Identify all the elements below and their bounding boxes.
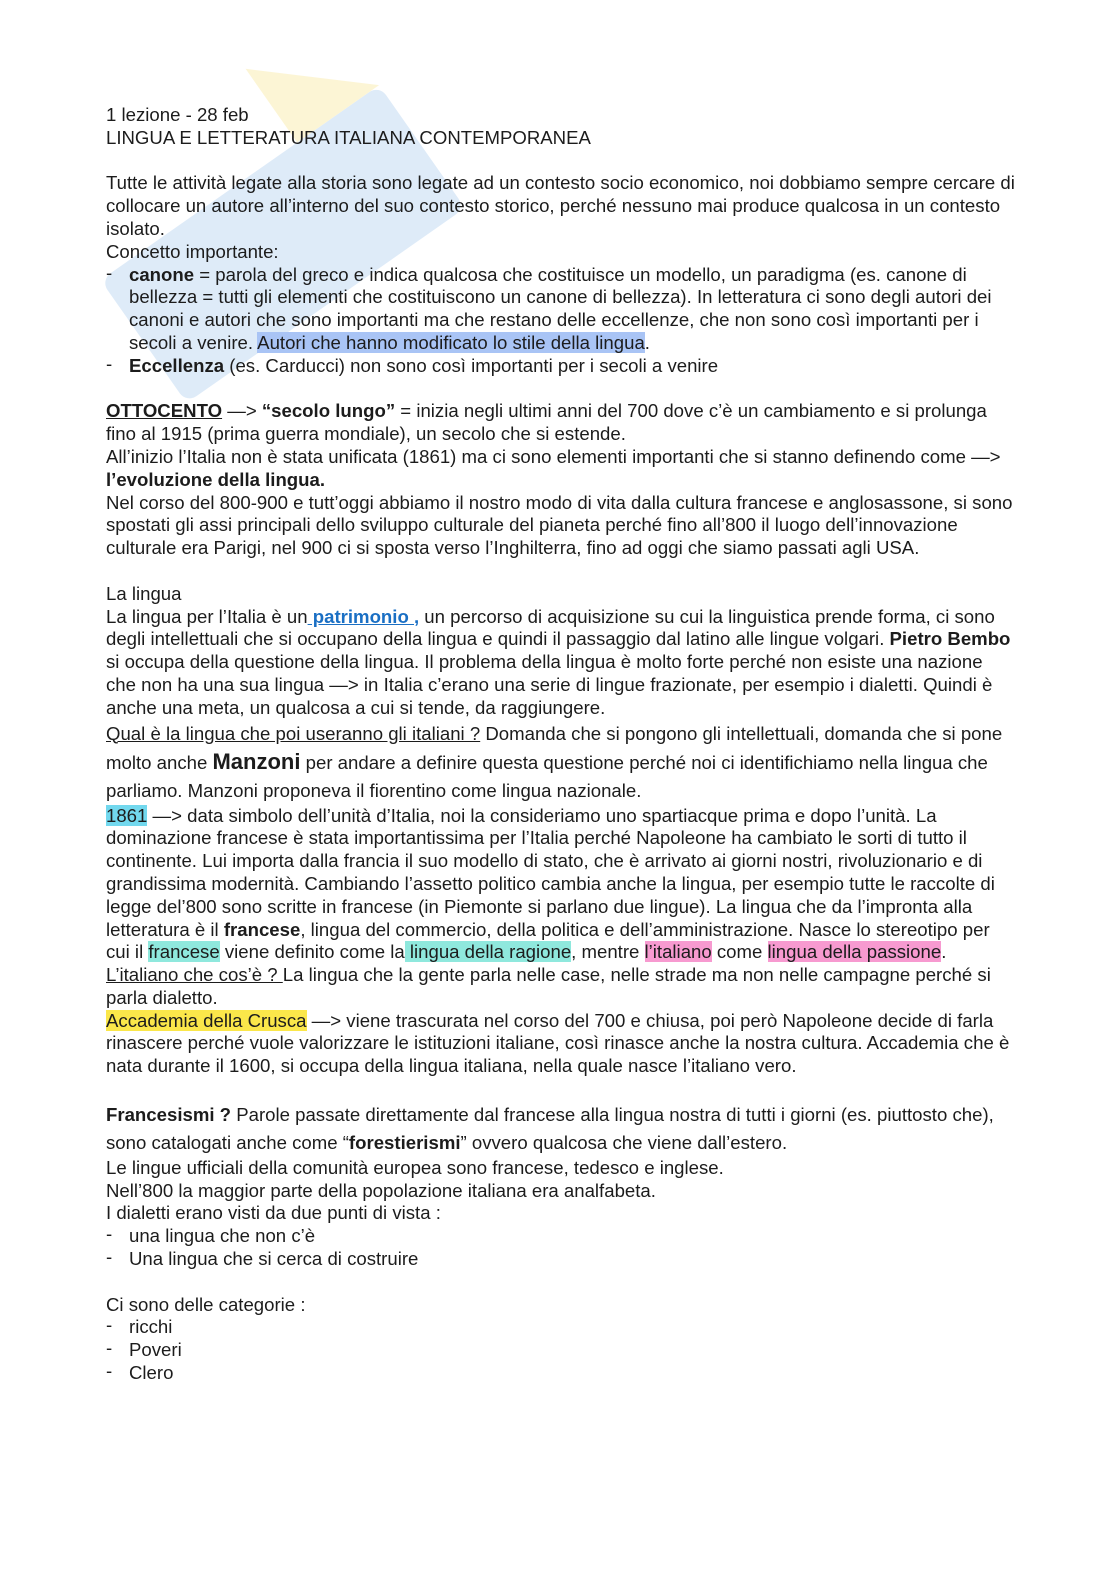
list-item: - ricchi (106, 1316, 1016, 1339)
concept-label: Concetto importante: (106, 240, 279, 262)
term-manzoni: Manzoni (212, 748, 301, 774)
list-item: - una lingua che non c’è (106, 1225, 1016, 1248)
ottocento-title: OTTOCENTO (106, 400, 223, 422)
culture-paragraph: Nel corso del 800-900 e tutt’oggi abbiamo il nostro modo di vita dalla cultura francese e anglosassone, si sono spostati gli assi principali dello sviluppo culturale del pianeta perché fino all’800 il luogo dell’innovazione culturale era Parigi, nel 900 ci si sposta verso l’Inghilterra, fino ad oggi che siamo passati agli USA. (106, 491, 1013, 559)
document-page (106, 104, 1016, 1385)
term-bembo: Pietro Bembo (889, 628, 1011, 650)
francesismi-paragraph: Francesismi ? Parole passate direttamente dal francese alla lingua nostra di tutti i giorni (es. piuttosto che), sono catalogati anche come “forestierismi” ovvero qualcosa che viene dall’estero. (106, 1103, 994, 1153)
question-italiano: L’italiano che cos’è ? (106, 964, 283, 986)
course-title: LINGUA E LETTERATURA ITALIANA CONTEMPORANEA (106, 126, 591, 148)
lesson-date: 1 lezione - 28 feb (106, 104, 249, 125)
crusca-paragraph: Accademia della Crusca —> viene trascurata nel corso del 700 e chiusa, poi però Napoleone decide di farla rinascere perché vuole valorizzare le istituzioni italiane, così rinasce anche la nostra cultura. Accademia che è nata durante il 1600, si occupa della lingua italiana, nella quale nasce l’italiano vero. (106, 1009, 1010, 1077)
manzoni-paragraph: Qual è la lingua che poi useranno gli italiani ? Domanda che si pongono gli intellettuali, domanda che si pone molto anche Manzoni per andare a definire questa questione perché noi ci identifichiamo nella lingua che parliamo. Manzoni proponeva il fiorentino come lingua nazionale. (106, 722, 1003, 801)
eu-languages-line: Le lingue ufficiali della comunità europea sono francese, tedesco e inglese. (106, 1156, 724, 1178)
patrimonio-link[interactable]: patrimonio , (307, 605, 420, 627)
concept-list (106, 264, 1016, 378)
italiano-paragraph: L’italiano che cos’è ? La lingua che la gente parla nelle case, nelle strade ma non nelle campagne perché si parla dialetto. (106, 964, 991, 1008)
list-item: - Poveri (106, 1339, 1016, 1362)
list-item: - canone = parola del greco e indica qualcosa che costituisce un modello, un paradigma (es. canone di bellezza = tutti gli elementi che costituiscono un canone di bellezza). In letteratura ci sono degli autori dei canoni e autori che sono importanti ma che restano delle eccellenze, che non sono così importanti per i secoli a venire. Autori che hanno modificato lo stile della lingua. (106, 264, 1016, 355)
lingua-title: La lingua (106, 582, 182, 604)
lingua-paragraph: La lingua per l’Italia è un patrimonio , un percorso di acquisizione su cui la linguistica prende forma, ci sono degli intellettuali che si occupano della lingua e quindi il passaggio dal latino alle lingue volgari. Pietro Bembo si occupa della questione della lingua. Il problema della lingua è molto forte perché non esiste una nazione che non ha una sua lingua —> in Italia c’erano una serie di lingue frazionate, per esempio i dialetti. Quindi è anche una meta, un qualcosa a cui si tende, da raggiungere. (106, 605, 1011, 718)
question-lingua: Qual è la lingua che poi useranno gli italiani ? (106, 722, 481, 744)
term-canone: canone (129, 263, 195, 285)
categorie-list (106, 1316, 1016, 1384)
list-item: - Una lingua che si cerca di costruire (106, 1248, 1016, 1271)
dialetti-line: I dialetti erano visti da due punti di vista : (106, 1202, 441, 1224)
ottocento-paragraph: OTTOCENTO —> “secolo lungo” = inizia negli ultimi anni del 700 dove c’è un cambiamento e si prolunga fino al 1915 (prima guerra mondiale), un secolo che si estende. (106, 400, 987, 445)
highlight-crusca: Accademia della Crusca (106, 1009, 307, 1031)
unita-paragraph: 1861 —> data simbolo dell’unità d’Italia, noi la consideriamo uno spartiacque prima e dopo l’unità. La dominazione francese è stata importantissima per l’Italia perché Napoleone ha cambiato le sorti di tutto il continente. Lui importa dalla francia il suo modello di stato, che è arrivato ai giorni nostri, rivoluzionario e di grandissima modernità. Cambiando l’assetto politico cambia anche la lingua, per esempio tutte le raccolte di legge del’800 sono scritte in francese (in Piemonte si parlano due lingue). La lingua che da l’impronta alla letteratura è il francese, lingua del commercio, della politica e dell’amministrazione. Nasce lo stereotipo per cui il francese viene definito come la lingua della ragione, mentre l’italiano come lingua della passione. (106, 804, 995, 963)
term-secolo-lungo: “secolo lungo” (261, 400, 396, 422)
analfabeta-line: Nell’800 la maggior parte della popolazione italiana era analfabeta. (106, 1179, 656, 1201)
term-forestierismi: forestierismi (348, 1131, 461, 1153)
intro-paragraph: Tutte le attività legate alla storia sono legate ad un contesto socio economico, noi dobbiamo sempre cercare di collocare un autore all’interno del suo contesto storico, perché nessuno mai produce qualcosa in un contesto isolato. (106, 172, 1015, 239)
categorie-label: Ci sono delle categorie : (106, 1293, 306, 1315)
list-item: - Clero (106, 1362, 1016, 1385)
unification-paragraph: All’inizio l’Italia non è stata unificata (1861) ma ci sono elementi importanti che si stanno definendo come —> l’evoluzione della lingua. (106, 445, 1001, 490)
term-eccellenza: Eccellenza (129, 354, 225, 376)
highlight-italiano: l’italiano (644, 941, 712, 963)
highlight-ragione: lingua della ragione (404, 941, 572, 963)
highlight-francese: francese (148, 941, 220, 963)
list-item: - Eccellenza (es. Carducci) non sono così importanti per i secoli a venire (106, 355, 1016, 378)
highlight-authors: Autori che hanno modificato lo stile della lingua (257, 331, 645, 353)
highlight-passione: lingua della passione (767, 941, 942, 963)
term-francesismi: Francesismi ? (106, 1103, 232, 1125)
dialetti-list (106, 1225, 1016, 1271)
highlight-1861: 1861 (106, 804, 148, 826)
